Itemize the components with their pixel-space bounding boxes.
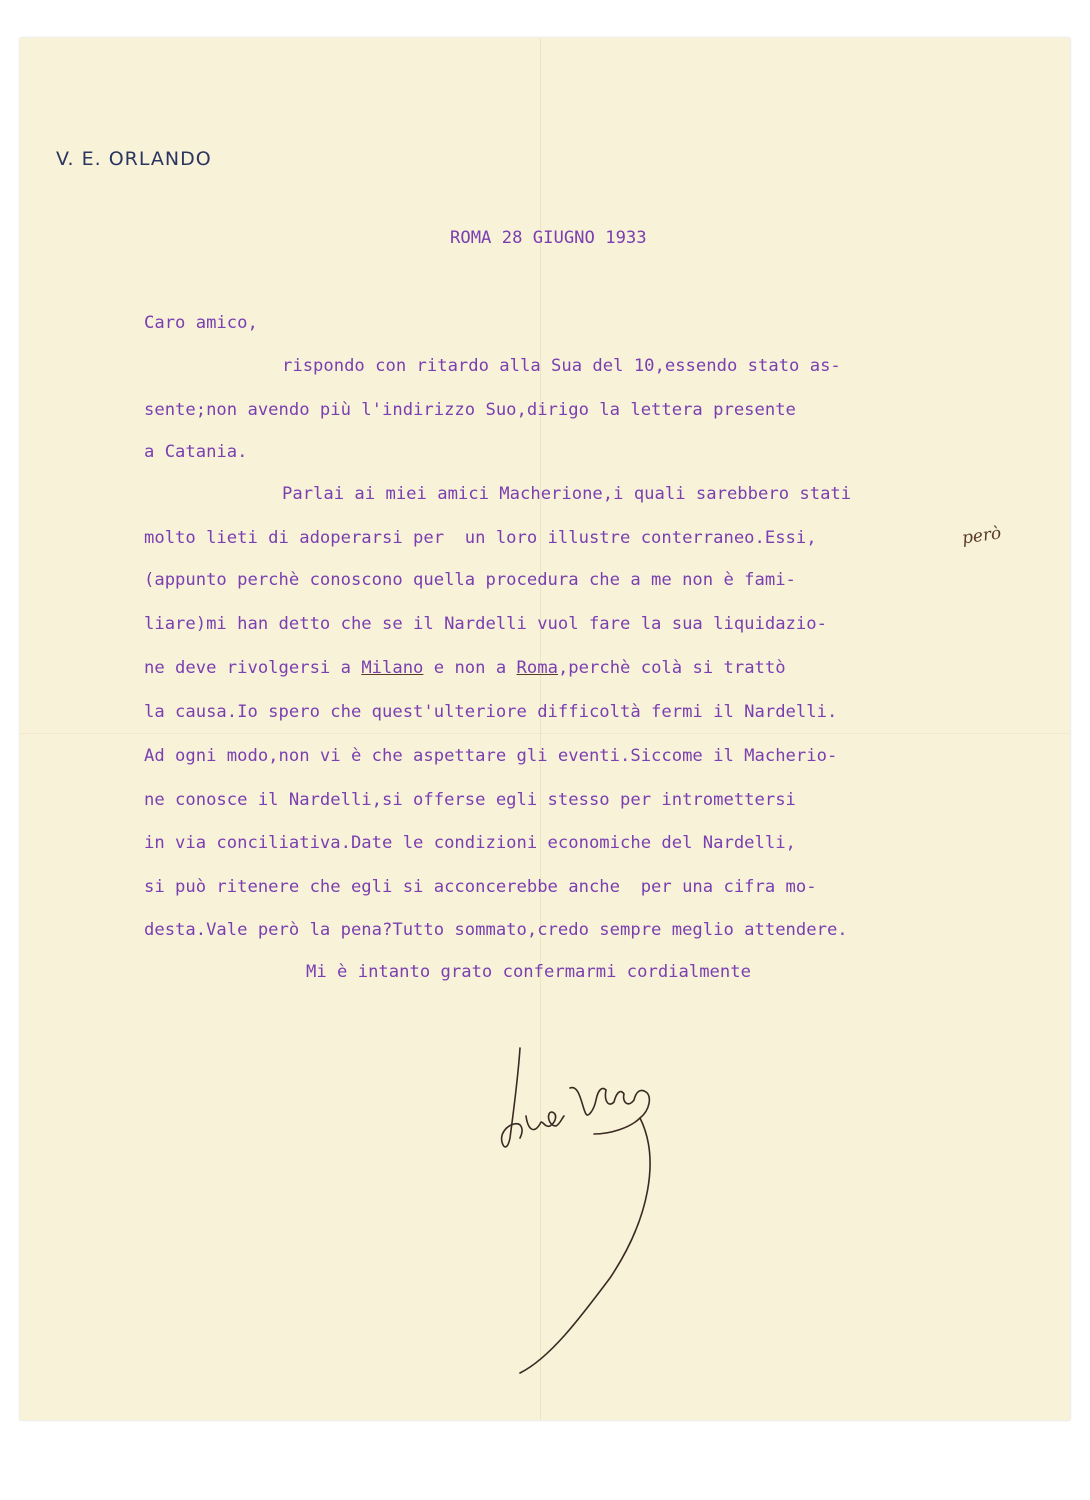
line-text: ,perchè colà si trattò (557, 658, 786, 678)
body-line: ne conosce il Nardelli,si offerse egli stesso per intromettersi (144, 790, 796, 810)
body-line: si può ritenere che egli si acconcerebbe anche per una cifra mo- (144, 877, 817, 897)
fold-crease-horizontal (20, 733, 1070, 735)
handwritten-insert: però (960, 523, 1003, 549)
salutation: Caro amico, (144, 313, 258, 333)
signature-icon (490, 1038, 730, 1378)
closing-line: Mi è intanto grato confermarmi cordialmente (306, 962, 751, 982)
line-text: e non a (423, 658, 517, 678)
body-line: in via conciliativa.Date le condizioni economiche del Nardelli, (144, 833, 796, 853)
body-line: (appunto perchè conoscono quella procedura che a me non è fami- (144, 570, 796, 590)
body-line: rispondo con ritardo alla Sua del 10,essendo stato as- (282, 356, 841, 376)
body-line-with-underlines (144, 658, 786, 678)
body-line: a Catania. (144, 442, 248, 462)
letterhead: V. E. ORLANDO (56, 148, 212, 170)
letter-paper (20, 38, 1070, 1420)
body-line: sente;non avendo più l'indirizzo Suo,dirigo la lettera presente (144, 400, 796, 420)
body-line: Parlai ai miei amici Macherione,i quali sarebbero stati (282, 484, 852, 504)
underlined-roma: Roma (516, 658, 558, 678)
body-line: desta.Vale però la pena?Tutto sommato,credo sempre meglio attendere. (144, 920, 848, 940)
body-line: liare)mi han detto che se il Nardelli vuol fare la sua liquidazio- (144, 614, 827, 634)
body-line: molto lieti di adoperarsi per un loro illustre conterraneo.Essi, (144, 528, 817, 548)
body-line: la causa.Io spero che quest'ulteriore difficoltà fermi il Nardelli. (144, 702, 838, 722)
line-text: ne deve rivolgersi a (144, 658, 362, 678)
date-line: ROMA 28 GIUGNO 1933 (450, 228, 647, 248)
underlined-milano: Milano (361, 658, 424, 678)
body-line: Ad ogni modo,non vi è che aspettare gli eventi.Siccome il Macherio- (144, 746, 838, 766)
